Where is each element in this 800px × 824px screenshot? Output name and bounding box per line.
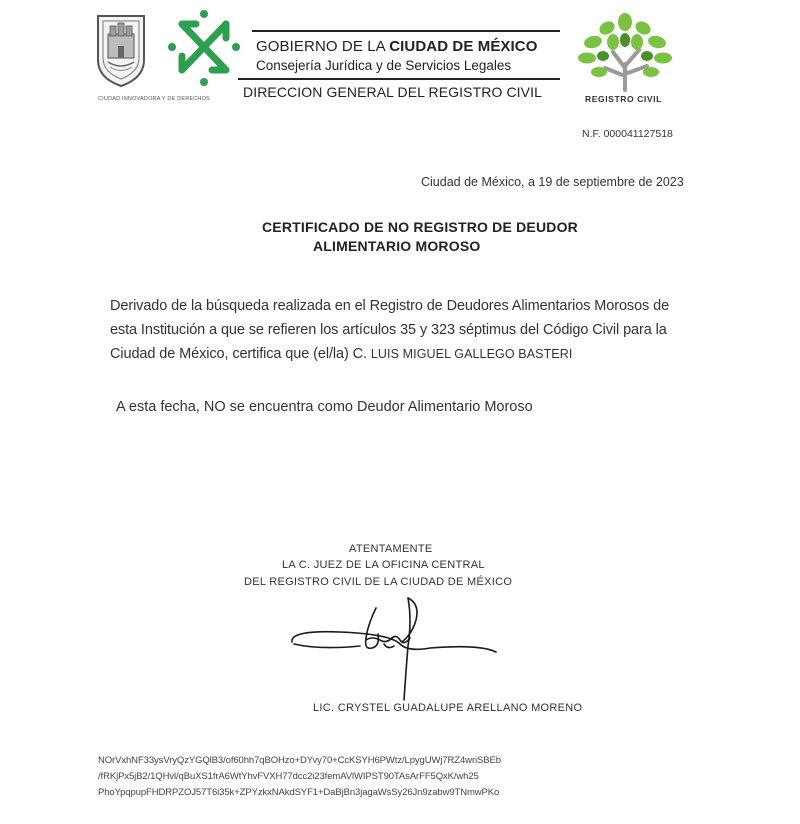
verification-code-line-1: NOrVxhNF33ysVryQzYGQlB3/of60hh7qBOHzo+DYvy70+CcKSYH6PWtz/LpygUWj7RZ4wriSBEb	[98, 755, 501, 766]
verification-code-line-2: /fRKjPx5jB2/1QHvl/qBuXS1frA6WtYhvFVXH77dcc2i23femAVlWIPST90TAsArFF5QxK/wh25	[98, 771, 479, 782]
body-text-line-3: Ciudad de México, certifica que (el/la) C. LUIS MIGUEL GALLEGO BASTERI	[110, 346, 573, 362]
signer-office-line-2: DEL REGISTRO CIVIL DE LA CIUDAD DE MÉXICO	[244, 576, 513, 588]
certification-finding: A esta fecha, NO se encuentra como Deudor Alimentario Moroso	[116, 399, 533, 415]
issue-date: Ciudad de México, a 19 de septiembre de 2023	[421, 175, 684, 189]
department-name: Consejería Jurídica y de Servicios Legales	[256, 58, 512, 73]
civil-registry-caption: REGISTRO CIVIL	[585, 94, 662, 104]
document-title-line-1: CERTIFICADO DE NO REGISTRO DE DEUDOR	[262, 219, 578, 235]
folio-number: N.F. 000041127518	[582, 128, 673, 140]
city-coat-of-arms-icon	[94, 12, 148, 88]
body-text-line-2: esta Institución a que se refieren los artículos 35 y 323 séptimus del Código Civil para la	[110, 322, 667, 338]
document-title-line-2: ALIMENTARIO MOROSO	[313, 238, 481, 254]
government-name: GOBIERNO DE LA CIUDAD DE MÉXICO	[256, 38, 538, 55]
civil-registry-tree-icon	[573, 12, 677, 92]
city-name: CIUDAD DE MÉXICO	[389, 38, 538, 55]
header-rule-top	[252, 30, 560, 32]
closing-salutation: ATENTAMENTE	[349, 543, 433, 555]
body-text-line-1: Derivado de la búsqueda realizada en el Registro de Deudores Alimentarios Morosos de	[110, 298, 670, 314]
signer-office-line-1: LA C. JUEZ DE LA OFICINA CENTRAL	[282, 559, 485, 571]
signer-name: LIC. CRYSTEL GUADALUPE ARELLANO MORENO	[313, 702, 583, 714]
crest-caption: CIUDAD INNOVADORA Y DE DERECHOS	[98, 96, 210, 102]
header-rule-middle	[238, 78, 560, 80]
cdmx-logo-icon	[166, 8, 242, 88]
person-name: LUIS MIGUEL GALLEGO BASTERI	[370, 347, 573, 361]
handwritten-signature	[280, 590, 520, 710]
verification-code-line-3: PhoYpqpupFHDRPZOJ57T6i35k+ZPYzkxNAkdSYF1+DaBjBn3jagaWsSy26Jn9zabw9TNmwPKo	[98, 787, 500, 798]
directorate-name: DIRECCION GENERAL DEL REGISTRO CIVIL	[243, 84, 542, 100]
